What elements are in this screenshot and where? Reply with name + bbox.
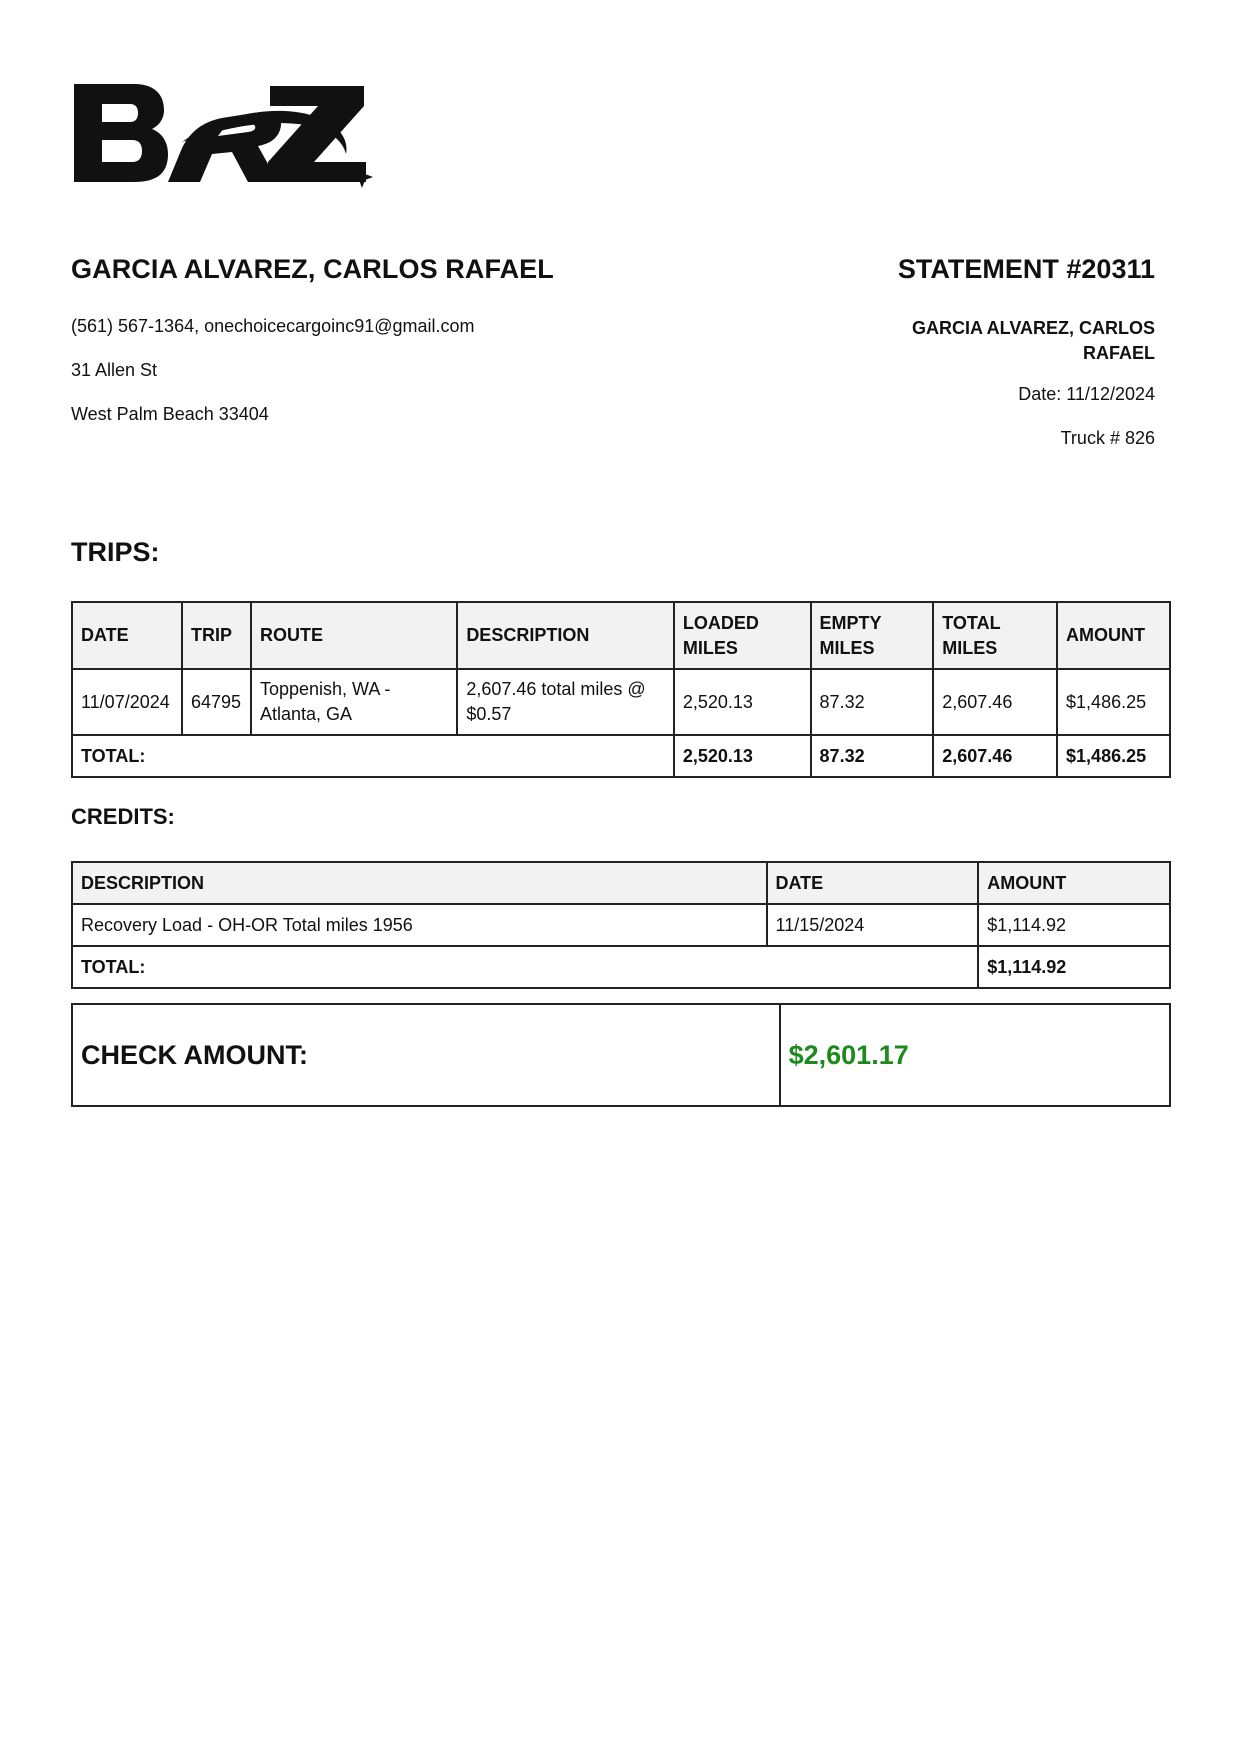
trip-date: 11/07/2024: [72, 669, 182, 735]
driver-city: West Palm Beach 33404: [71, 404, 269, 424]
trips-header-row: [72, 602, 1170, 669]
driver-contact: (561) 567-1364, onechoicecargoinc91@gmail.com: [71, 316, 475, 336]
trips-total-loaded: 2,520.13: [674, 735, 811, 777]
credits-header-date: DATE: [767, 862, 979, 904]
driver-address: 31 Allen St: [71, 360, 158, 380]
trips-total-amount: $1,486.25: [1057, 735, 1170, 777]
trips-header-description: DESCRIPTION: [457, 602, 674, 669]
trips-header-loaded-miles: LOADED MILES: [674, 602, 811, 669]
brz-logo-icon: [72, 78, 382, 196]
credits-header-description: DESCRIPTION: [72, 862, 767, 904]
company-logo: [72, 78, 382, 196]
check-amount-row: [72, 1004, 1170, 1106]
credits-total-label: TOTAL:: [72, 946, 978, 988]
statement-driver-name: GARCIA ALVAREZ, CARLOS RAFAEL: [912, 318, 1155, 363]
statement-title: STATEMENT #20311: [897, 254, 1155, 284]
trip-route: Toppenish, WA - Atlanta, GA: [251, 669, 457, 735]
check-amount-value: $2,601.17: [780, 1004, 1170, 1106]
trip-number: 64795: [182, 669, 251, 735]
trips-total-empty: 87.32: [811, 735, 934, 777]
credits-header-row: [72, 862, 1170, 904]
trip-loaded-miles: 2,520.13: [674, 669, 811, 735]
trip-empty-miles: 87.32: [811, 669, 934, 735]
trips-total-row: [72, 735, 1170, 777]
credit-description: Recovery Load - OH-OR Total miles 1956: [72, 904, 767, 946]
credits-heading: CREDITS:: [71, 804, 175, 829]
table-row: [72, 669, 1170, 735]
trip-total-miles: 2,607.46: [933, 669, 1057, 735]
statement-truck: Truck # 826: [1060, 428, 1155, 448]
trips-header-trip: TRIP: [182, 602, 251, 669]
check-amount-table: [71, 1003, 1171, 1107]
trips-total-miles: 2,607.46: [933, 735, 1057, 777]
credits-table: [71, 861, 1171, 989]
trips-header-empty-miles: EMPTY MILES: [811, 602, 934, 669]
trips-header-date: DATE: [72, 602, 182, 669]
credit-amount: $1,114.92: [978, 904, 1170, 946]
table-row: [72, 904, 1170, 946]
trips-total-label: TOTAL:: [72, 735, 674, 777]
trips-header-total-miles: TOTAL MILES: [933, 602, 1057, 669]
check-amount-label: CHECK AMOUNT:: [72, 1004, 780, 1106]
trip-amount: $1,486.25: [1057, 669, 1170, 735]
trips-table: [71, 601, 1171, 778]
credits-total-amount: $1,114.92: [978, 946, 1170, 988]
trips-header-amount: AMOUNT: [1057, 602, 1170, 669]
driver-name: GARCIA ALVAREZ, CARLOS RAFAEL: [71, 254, 554, 284]
trip-description: 2,607.46 total miles @ $0.57: [457, 669, 674, 735]
credits-header-amount: AMOUNT: [978, 862, 1170, 904]
credit-date: 11/15/2024: [767, 904, 979, 946]
statement-date: Date: 11/12/2024: [1018, 384, 1155, 404]
trips-header-route: ROUTE: [251, 602, 457, 669]
trips-heading: TRIPS:: [71, 537, 160, 567]
credits-total-row: [72, 946, 1170, 988]
